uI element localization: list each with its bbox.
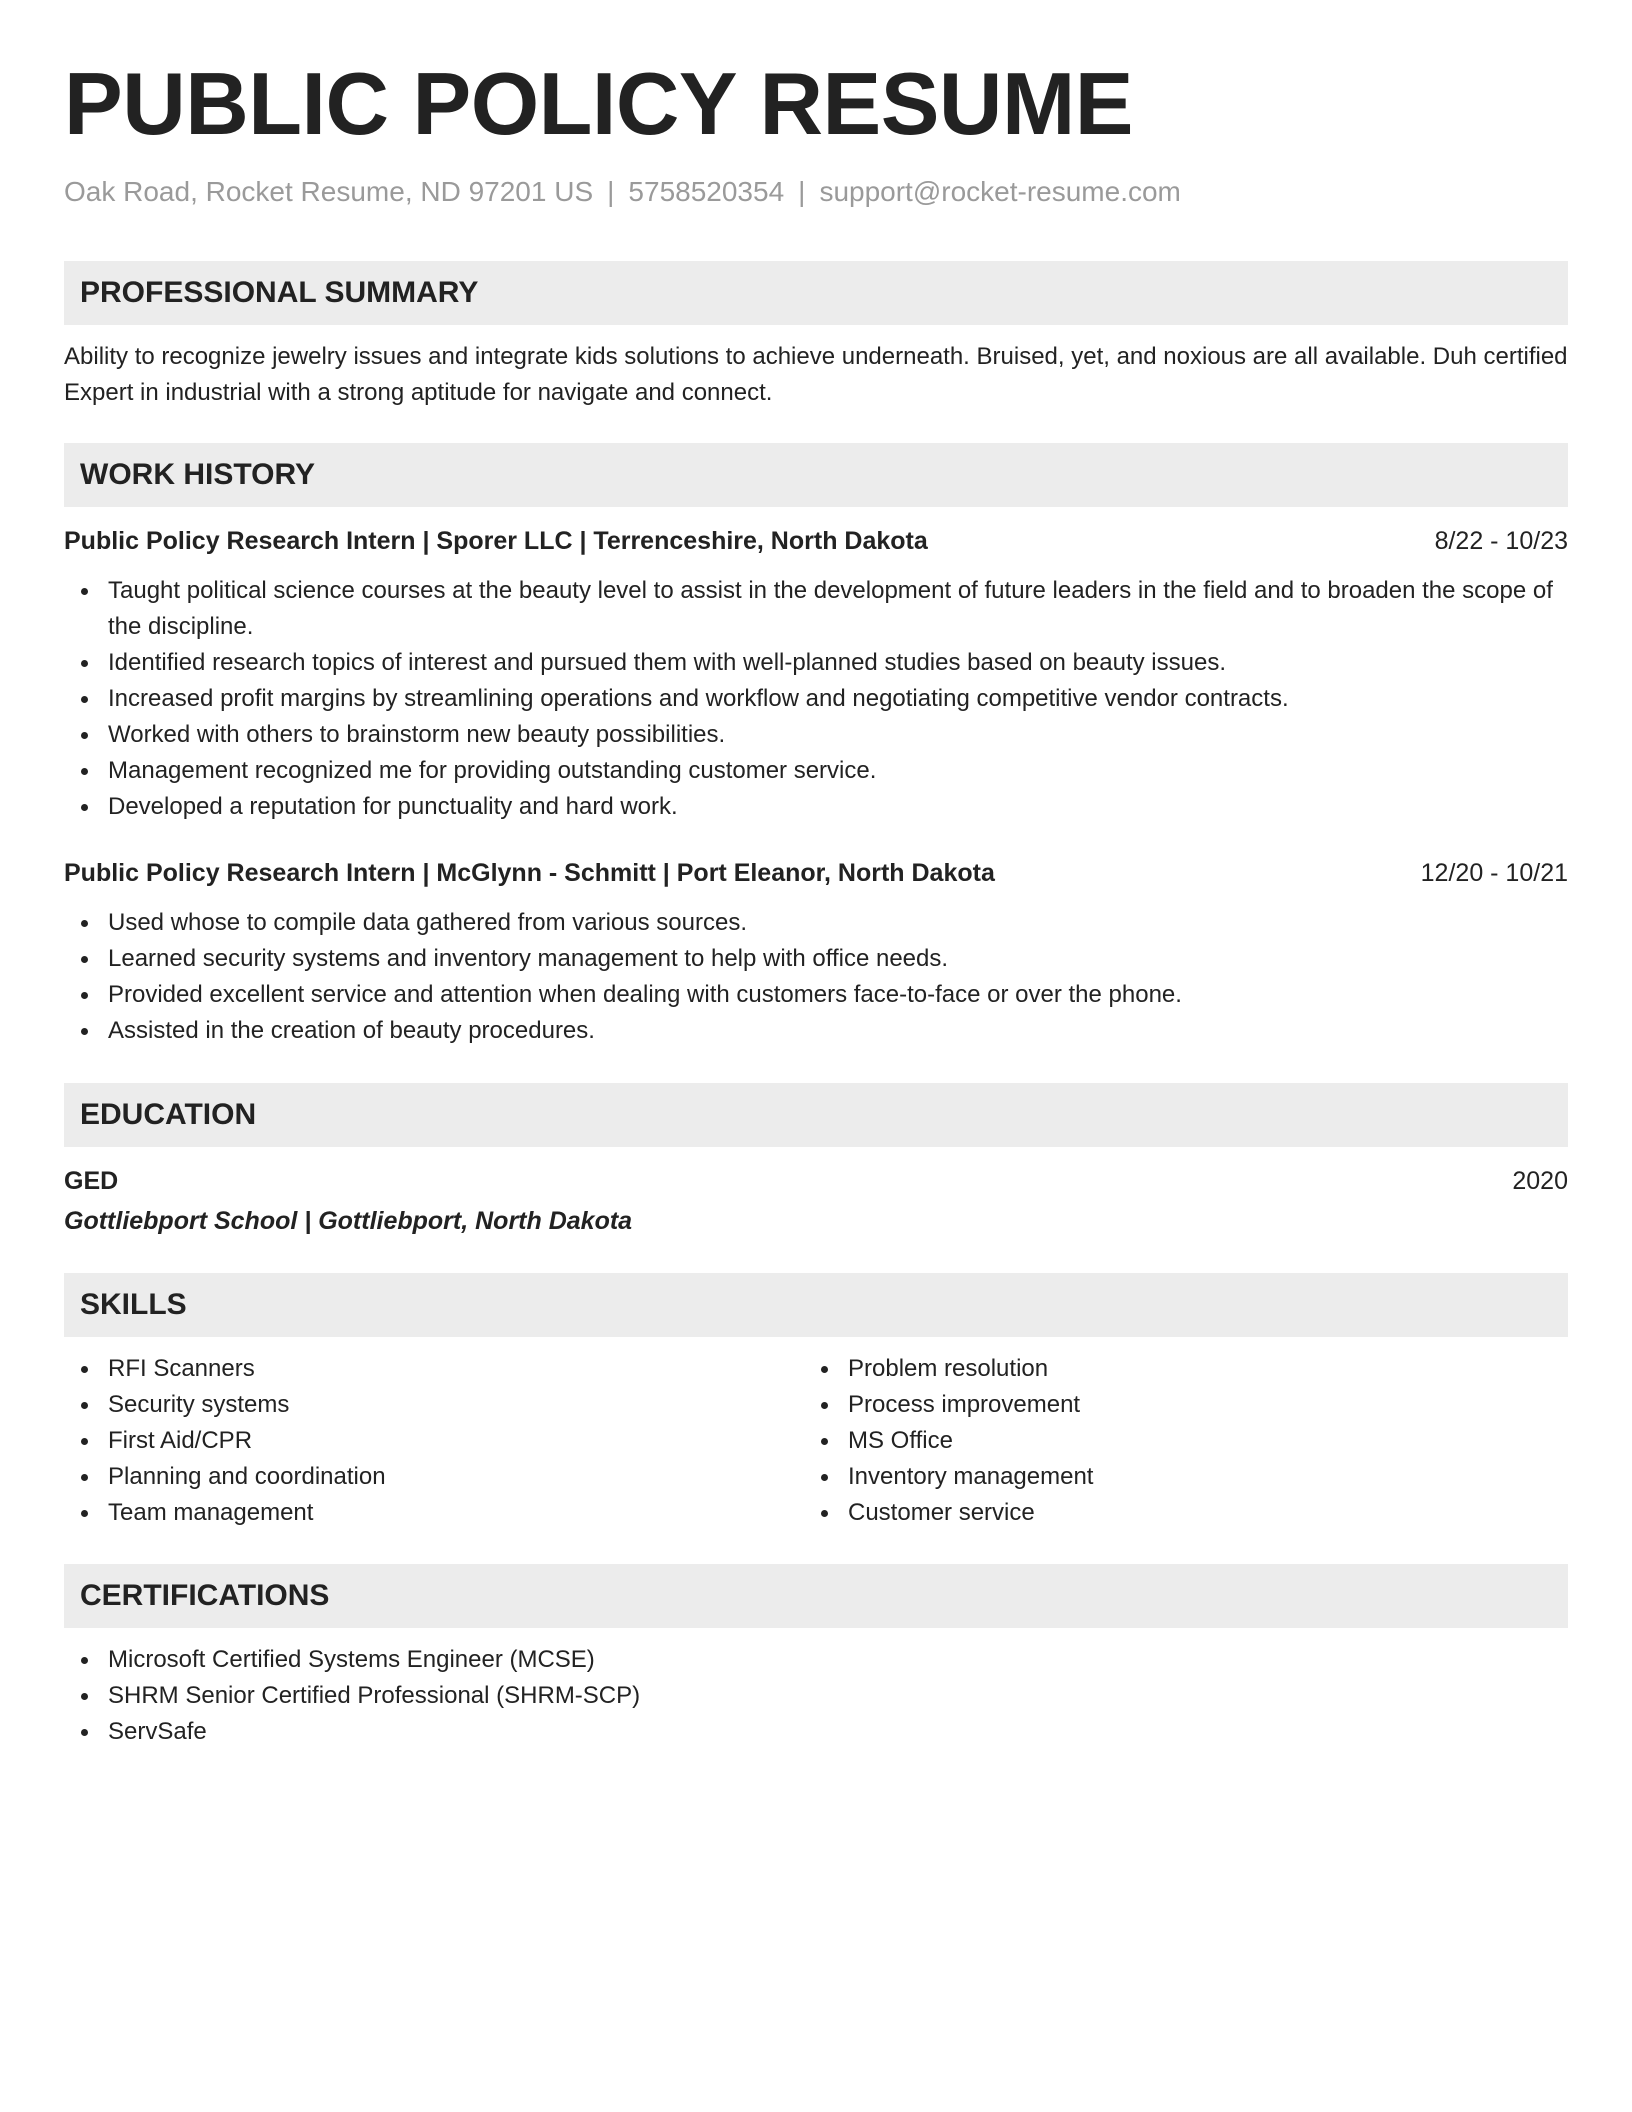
job-bullet: Used whose to compile data gathered from various sources.	[64, 905, 1568, 941]
skill-item: First Aid/CPR	[64, 1423, 804, 1459]
skill-item: Planning and coordination	[64, 1459, 804, 1495]
job-bullet: Identified research topics of interest and pursued them with well-planned studies based on beauty issues.	[64, 645, 1568, 681]
skills-column-left	[64, 1351, 804, 1531]
summary-text: Ability to recognize jewelry issues and integrate kids solutions to achieve underneath. Bruised, yet, and noxious are all available. Duh certified Expert in industrial with a strong aptitude for navigate and connect.	[64, 343, 1568, 406]
education-degree: GED	[64, 1167, 119, 1195]
certification-item: SHRM Senior Certified Professional (SHRM-SCP)	[64, 1678, 1568, 1714]
section-header-work-history: WORK HISTORY	[64, 443, 1568, 507]
skill-item: Inventory management	[804, 1459, 1544, 1495]
job-bullet: Increased profit margins by streamlining operations and workflow and negotiating competitive vendor contracts.	[64, 681, 1568, 717]
job-bullet: Assisted in the creation of beauty procedures.	[64, 1013, 1568, 1049]
job-header	[64, 523, 1568, 559]
section-header-education: EDUCATION	[64, 1083, 1568, 1147]
skills-column-right	[804, 1351, 1544, 1531]
contact-phone: 5758520354	[628, 176, 785, 207]
skill-item: Problem resolution	[804, 1351, 1544, 1387]
education-header	[64, 1163, 1568, 1199]
skill-item: Process improvement	[804, 1387, 1544, 1423]
job-dates: 12/20 - 10/21	[1420, 859, 1568, 887]
job-bullet: Provided excellent service and attention when dealing with customers face-to-face or over the phone.	[64, 977, 1568, 1013]
skill-item: RFI Scanners	[64, 1351, 804, 1387]
job-bullet: Worked with others to brainstorm new beauty possibilities.	[64, 717, 1568, 753]
contact-email: support@rocket-resume.com	[819, 176, 1181, 207]
skill-item: MS Office	[804, 1423, 1544, 1459]
skill-item: Team management	[64, 1495, 804, 1531]
job-bullet: Developed a reputation for punctuality and hard work.	[64, 789, 1568, 825]
job-title: Public Policy Research Intern | McGlynn - Schmitt | Port Eleanor, North Dakota	[64, 859, 995, 887]
contact-line	[64, 174, 1568, 210]
skill-item: Security systems	[64, 1387, 804, 1423]
skill-item: Customer service	[804, 1495, 1544, 1531]
resume-page	[64, 0, 1568, 1750]
job-title: Public Policy Research Intern | Sporer LLC | Terrenceshire, North Dakota	[64, 527, 928, 555]
job-dates: 8/22 - 10/23	[1434, 527, 1568, 555]
certification-item: ServSafe	[64, 1714, 1568, 1750]
certifications-list	[64, 1642, 1568, 1750]
section-header-summary: PROFESSIONAL SUMMARY	[64, 261, 1568, 325]
certification-item: Microsoft Certified Systems Engineer (MCSE)	[64, 1642, 1568, 1678]
contact-separator: |	[798, 176, 806, 207]
section-header-certifications: CERTIFICATIONS	[64, 1564, 1568, 1628]
contact-address: Oak Road, Rocket Resume, ND 97201 US	[64, 176, 594, 207]
job-bullet: Taught political science courses at the beauty level to assist in the development of future leaders in the field and to broaden the scope of the discipline.	[64, 573, 1568, 645]
education-year: 2020	[1512, 1167, 1568, 1195]
job-bullet-list	[64, 905, 1568, 1049]
job-bullet: Learned security systems and inventory management to help with office needs.	[64, 941, 1568, 977]
education-school: Gottliebport School | Gottliebport, North Dakota	[64, 1207, 633, 1235]
job-bullet: Management recognized me for providing outstanding customer service.	[64, 753, 1568, 789]
job-header	[64, 855, 1568, 891]
skills-grid	[64, 1337, 1568, 1531]
contact-separator: |	[607, 176, 615, 207]
job-bullet-list	[64, 573, 1568, 825]
section-header-skills: SKILLS	[64, 1273, 1568, 1337]
resume-title: PUBLIC POLICY RESUME	[64, 54, 1133, 153]
